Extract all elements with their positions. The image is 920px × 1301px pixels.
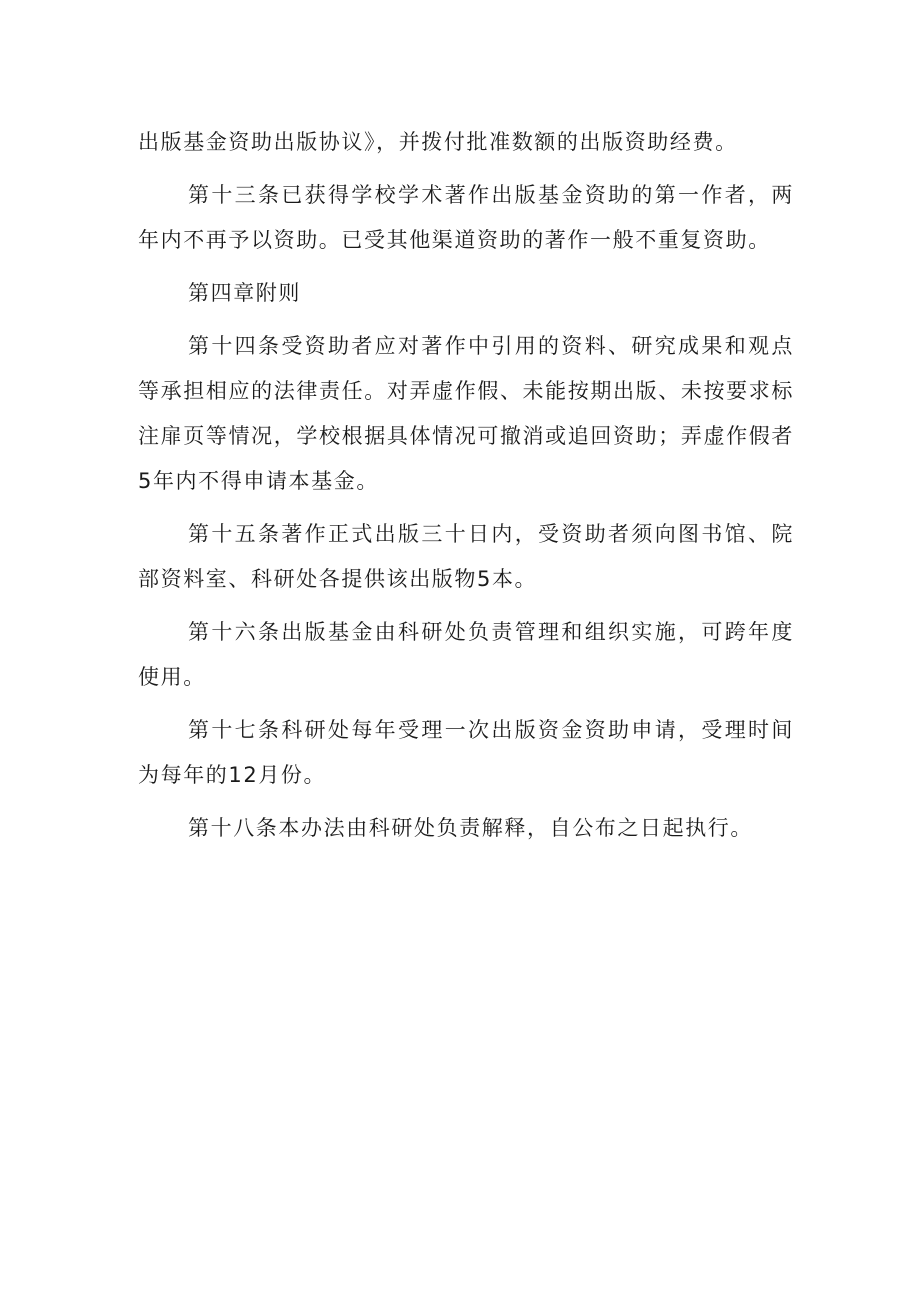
paragraph-article-18: 第十八条本办法由科研处负责解释，自公布之日起执行。: [188, 816, 753, 840]
paragraph-article-15: 第十五条著作正式出版三十日内，受资助者须向图书馆、院部资料室、科研处各提供该出版物5本。: [138, 522, 794, 591]
document-body: [138, 120, 794, 859]
paragraph-article-16: 第十六条出版基金由科研处负责管理和组织实施，可跨年度使用。: [138, 620, 794, 689]
paragraph-article-17: 第十七条科研处每年受理一次出版资金资助申请，受理时间为每年的12月份。: [138, 718, 794, 787]
paragraph-article-13: 第十三条已获得学校学术著作出版基金资助的第一作者，两年内不再予以资助。已受其他渠道资助的著作一般不重复资助。: [138, 183, 794, 252]
chapter-heading: 第四章附则: [188, 281, 301, 305]
paragraph-article-14: 第十四条受资助者应对著作中引用的资料、研究成果和观点等承担相应的法律责任。对弄虚作假、未能按期出版、未按要求标注扉页等情况，学校根据具体情况可撤消或追回资助；弄虚作假者5年内不得申请本基金。: [138, 334, 794, 493]
paragraph-continuation: 出版基金资助出版协议》，并拨付批准数额的出版资助经费。: [138, 130, 738, 154]
